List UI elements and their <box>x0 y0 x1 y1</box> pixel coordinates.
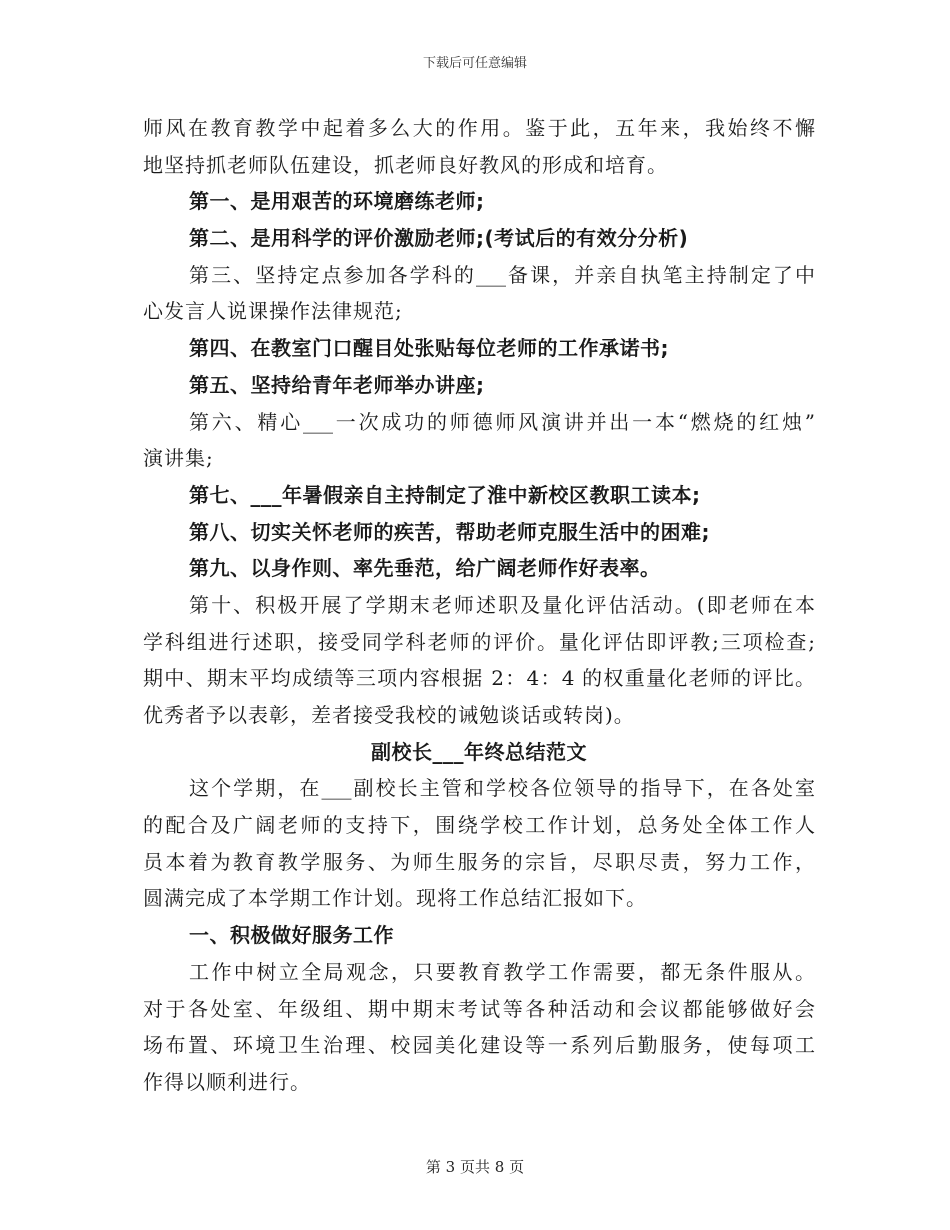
text-line: 师风在教育教学中起着多么大的作用。鉴于此，五年来，我始终不懈 <box>143 116 815 140</box>
text-line: 第二、是用科学的评价激励老师;(考试后的有效分分析) <box>189 226 689 251</box>
text-line: 第一、是用艰苦的环境磨练老师; <box>189 189 485 214</box>
text-line: 演讲集; <box>143 446 214 471</box>
text-line: 学科组进行述职，接受同学科老师的评价。量化评估即评教;三项检查; <box>143 629 815 654</box>
text-line: 一、积极做好服务工作 <box>189 923 394 948</box>
page-header: 下载后可任意编辑 <box>422 56 527 71</box>
text-line: 工作中树立全局观念，只要教育教学工作需要，都无条件服从。 <box>189 959 815 984</box>
text-line: 第七、___年暑假亲自主持制定了淮中新校区教职工读本; <box>189 482 701 507</box>
section-heading: 副校长___年终总结范文 <box>371 739 587 764</box>
text-line: 第十、积极开展了学期末老师述职及量化评估活动。(即老师在本 <box>189 592 815 617</box>
text-line: 优秀者予以表彰，差者接受我校的诫勉谈话或转岗)。 <box>143 703 635 727</box>
text-line: 期中、期末平均成绩等三项内容根据 2：4：4 的权重量化老师的评比。 <box>143 666 815 691</box>
text-line: 第五、坚持给青年老师举办讲座; <box>189 372 485 397</box>
text-line: 第八、切实关怀老师的疾苦，帮助老师克服生活中的困难; <box>189 519 710 544</box>
text-line: 的配合及广阔老师的支持下，围绕学校工作计划，总务处全体工作人 <box>143 813 815 838</box>
text-line: 心发言人说课操作法律规范; <box>143 299 403 324</box>
text-line: 第九、以身作则、率先垂范，给广阔老师作好表率。 <box>189 556 661 581</box>
text-line: 圆满完成了本学期工作计划。现将工作总结汇报如下。 <box>143 886 647 911</box>
text-line: 这个学期，在___副校长主管和学校各位领导的指导下，在各处室 <box>189 776 815 801</box>
text-line: 作得以顺利进行。 <box>143 1069 311 1094</box>
text-line: 第六、精心___一次成功的师德师风演讲并出一本“燃烧的红烛” <box>189 409 815 434</box>
text-line: 地坚持抓老师队伍建设，抓老师良好教风的形成和培育。 <box>143 152 668 177</box>
text-line: 第四、在教室门口醒目处张贴每位老师的工作承诺书; <box>189 336 669 361</box>
text-line: 第三、坚持定点参加各学科的___备课，并亲自执笔主持制定了中 <box>189 262 815 287</box>
page-footer: 第 3 页共 8 页 <box>425 1158 525 1176</box>
text-line: 员本着为教育教学服务、为师生服务的宗旨，尽职尽责，努力工作， <box>143 849 815 874</box>
text-line: 场布置、环境卫生治理、校园美化建设等一系列后勤服务，使每项工 <box>143 1033 815 1058</box>
document-body <box>143 110 815 1101</box>
text-line: 对于各处室、年级组、期中期末考试等各种活动和会议都能够做好会 <box>143 996 815 1021</box>
